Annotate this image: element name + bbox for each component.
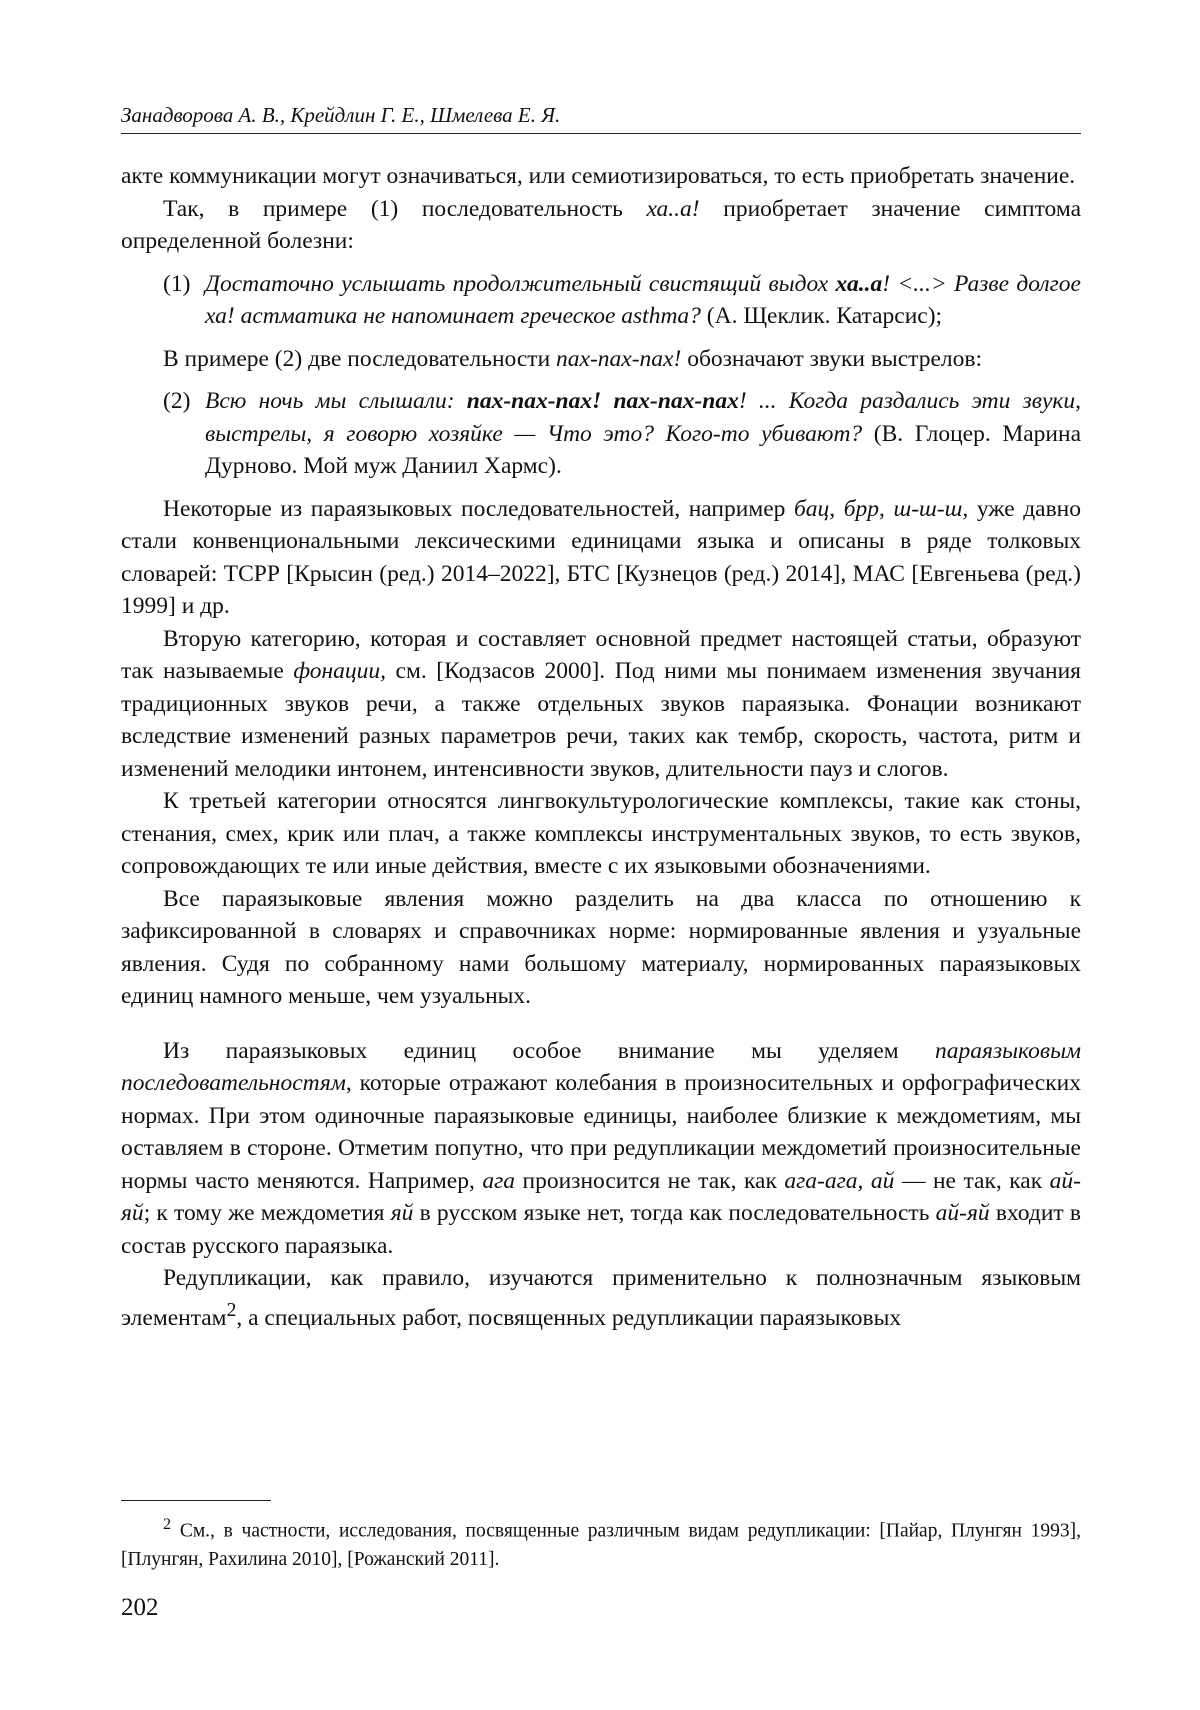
example-1 — [163, 268, 1081, 333]
paragraph: Все параязыковые явления можно разделить на два класса по отношению к зафиксированной в словарях и справочниках норме: нормированные явления и узуальные явления. Судя по собранному нами большому материалу, нормированных параязыковых единиц намного меньше, чем узуальных. — [121, 885, 1081, 1009]
example-2 — [163, 385, 1081, 483]
paragraph: Вторую категорию, которая и составляет основной предмет настоящей статьи, образуют так называемые фонации, см. [Кодзасов 2000]. Под ними мы понимаем изменения звучания традиционных звуков речи, а также отдельных звуков параязыка. Фонации возникают вследствие изменений разных параметров речи, таких как тембр, скорость, частота, ритм и изменений мелодики интонем, интенсивности звуков, длительности пауз и слогов. — [121, 625, 1081, 782]
example-number: (1) — [163, 270, 191, 297]
footnote-ref[interactable]: 2 — [226, 1299, 237, 1321]
footnote: $^2$ См., в частности, исследования, посвященные различным видам редупликации: [Пайар, Плунгян 1993], [Плунгян, Рахилина 2010], [Рожанский 2011]. — [121, 1515, 1081, 1570]
running-header: Занадворова А. В., Крейдлин Г. Е., Шмелева Е. Я. — [121, 101, 1081, 134]
footnote-mark: 2 — [163, 1515, 172, 1533]
paragraph: Некоторые из параязыковых последовательностей, например бац, брр, ш-ш-ш, уже давно стали конвенциональными лексическими единицами языка и описаны в ряде толковых словарей: ТСРР [Крысин (ред.) 2014–2022], БТС [Кузнецов (ред.) 2014], МАС [Евгеньева (ред.) 1999] и др. — [121, 495, 1082, 619]
paragraph: Из параязыковых единиц особое внимание мы уделяем параязыковым последовательностям, которые отражают колебания в произносительных и орфографических нормах. При этом одиночные параязыковые единицы, наиболее близкие к междометиям, мы оставляем в стороне. Отметим попутно, что при редупликации междометий произносительные нормы часто меняются. Например, ага произносится не так, как ага-ага, ай — не так, как ай-яй; к тому же междометия яй в русском языке нет, тогда как последовательность ай-яй входит в состав русского параязыка. — [121, 1037, 1081, 1259]
example-text: Достаточно услышать продолжительный свистящий выдох ха..а! <...> Разве долгое ха! астматика не напоминает греческое asthma? (А. Щеклик. Катарсис); — [205, 270, 1081, 329]
example-text: Всю ночь мы слышали: пах-пах-пах! пах-пах-пах! ... Когда раздались эти звуки, выстрелы, я говорю хозяйке — Что это? Кого-то убивают? (В. Глоцер. Марина Дурново. Мой муж Даниил Хармс). — [205, 388, 1081, 479]
footnote-divider — [121, 1500, 271, 1501]
paragraph: акте коммуникации могут означиваться, или семиотизироваться, то есть приобретать значение. — [121, 163, 1076, 189]
main-text — [121, 160, 1081, 1334]
page-number: 202 — [121, 1594, 159, 1621]
paragraph: К третьей категории относятся лингвокультурологические комплексы, такие как стоны, стенания, смех, крик или плач, а также комплексы инструментальных звуков, то есть звуков, сопровождающих те или иные действия, вместе с их языковыми обозначениями. — [121, 788, 1081, 879]
paragraph: Так, в примере (1) последовательность ха..а! приобретает значение симптома определенной болезни: — [121, 195, 1082, 254]
paragraph: В примере (2) две последовательности пах-пах-пах! обозначают звуки выстрелов: — [163, 345, 982, 372]
paragraph: Редупликации, как правило, изучаются применительно к полнозначным языковым элементам$^2$, а специальных работ, посвященных редупликации параязыковых — [121, 1265, 1081, 1331]
example-number: (2) — [163, 388, 191, 414]
